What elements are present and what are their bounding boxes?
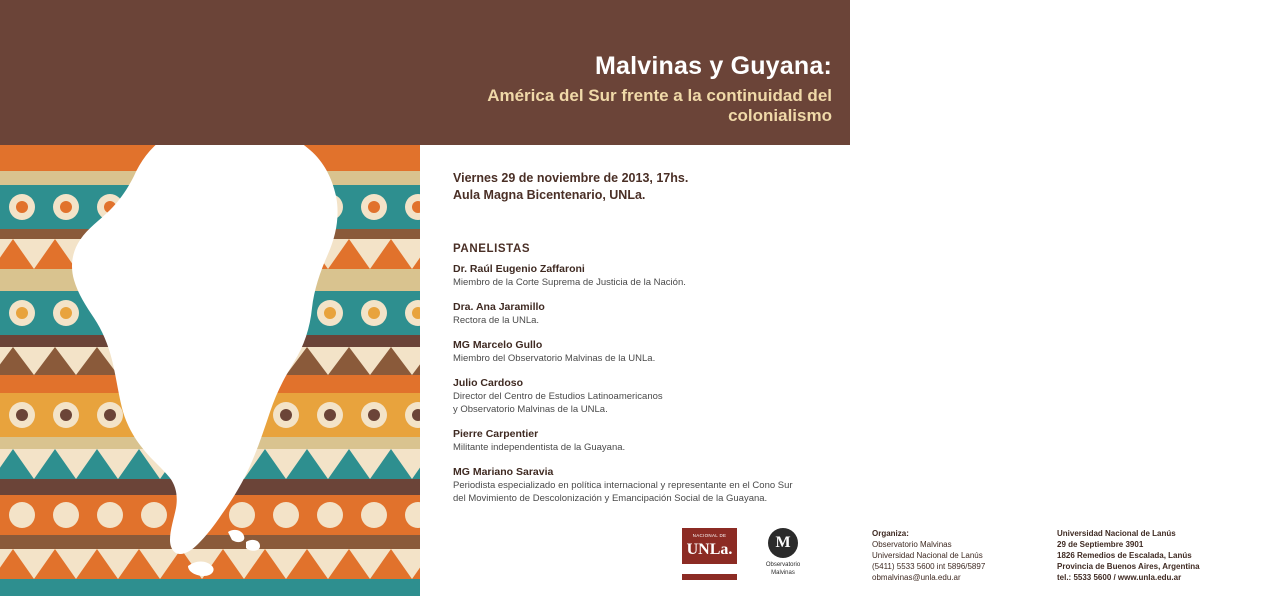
pattern-zigzag	[370, 549, 412, 579]
page-subtitle: América del Sur frente a la continuidad del colonialismo	[487, 86, 832, 125]
pattern-stripe	[0, 269, 420, 291]
panelists-list	[453, 262, 848, 516]
pattern-stripe	[0, 479, 420, 495]
footer-address-line4: Provincia de Buenos Aires, Argentina	[1057, 562, 1200, 571]
footer-organizer	[872, 528, 1042, 583]
footer-organizer-line2: Universidad Nacional de Lanús	[872, 551, 983, 560]
pattern-circle-inner	[236, 307, 248, 319]
pattern-zigzag	[244, 549, 286, 579]
header-inner	[420, 0, 850, 145]
pattern-stripe	[0, 375, 420, 393]
unla-logo-top-text: NACIONAL DE	[692, 533, 727, 538]
pattern-zigzag	[202, 549, 244, 579]
pattern-circle-inner	[324, 509, 336, 521]
pattern-circle-inner	[148, 201, 160, 213]
pattern-circle-inner	[104, 307, 116, 319]
pattern-circle-inner	[236, 509, 248, 521]
observatorio-label-line2: Malvinas	[771, 570, 795, 576]
pattern-stripe	[0, 171, 420, 185]
unla-logo-bar	[682, 564, 737, 574]
pattern-zigzag	[286, 347, 328, 375]
pattern-zigzag	[286, 449, 328, 479]
event-venue: Aula Magna Bicentenario, UNLa.	[453, 188, 646, 202]
panelist-name: Dra. Ana Jaramillo	[453, 301, 545, 313]
panelists-heading: PANELISTAS	[453, 243, 531, 255]
pattern-circle-inner	[104, 201, 116, 213]
pattern-circle-inner	[324, 201, 336, 213]
pattern-zigzag	[328, 239, 370, 269]
event-date: Viernes 29 de noviembre de 2013, 17hs.	[453, 171, 689, 185]
footer-address-line2: 29 de Septiembre 3901	[1057, 540, 1144, 549]
pattern-zigzag-band	[0, 549, 420, 579]
pattern-zigzag	[118, 239, 160, 269]
pattern-zigzag	[286, 549, 328, 579]
footer-address	[1057, 528, 1262, 583]
pattern-zigzag	[202, 347, 244, 375]
pattern-circle-inner	[16, 509, 28, 521]
pattern-zigzag	[0, 449, 34, 479]
pattern-circle-inner	[368, 307, 380, 319]
panelist-role: Director del Centro de Estudios Latinoamericanos y Observatorio Malvinas de la UNLa.	[453, 391, 663, 415]
footer-organizer-line1: Observatorio Malvinas	[872, 540, 952, 549]
pattern-circle-inner	[280, 509, 292, 521]
pattern-zigzag	[118, 549, 160, 579]
panelist-role: Rectora de la UNLa.	[453, 315, 540, 326]
panelist-role: Miembro del Observatorio Malvinas de la UNLa.	[453, 353, 656, 364]
panelist-item	[453, 376, 848, 416]
pattern-circle-inner	[60, 509, 72, 521]
pattern-zigzag	[244, 239, 286, 269]
pattern-circle-inner	[324, 409, 336, 421]
pattern-circle-inner	[192, 201, 204, 213]
pattern-circle-inner	[192, 409, 204, 421]
pattern-zigzag	[244, 449, 286, 479]
panelist-item	[453, 427, 848, 454]
pattern-circle-inner	[236, 409, 248, 421]
panelist-name: MG Mariano Saravia	[453, 466, 554, 478]
event-datetime	[453, 170, 843, 204]
pattern-zigzag	[370, 239, 412, 269]
panelist-name: Dr. Raúl Eugenio Zaffaroni	[453, 263, 585, 275]
pattern-zigzag-band	[0, 347, 420, 375]
pattern-zigzag	[34, 239, 76, 269]
pattern-circle-inner	[60, 307, 72, 319]
pattern-region	[0, 145, 420, 596]
pattern-zigzag	[34, 347, 76, 375]
pattern-circle-band	[0, 291, 420, 335]
observatorio-label-line1: Observatorio	[765, 562, 801, 568]
panelist-name: Pierre Carpentier	[453, 428, 539, 440]
pattern-circle-band	[0, 185, 420, 229]
pattern-circle-inner	[16, 307, 28, 319]
pattern-circle-inner	[60, 409, 72, 421]
pattern-zigzag	[34, 549, 76, 579]
pattern-stripe	[0, 335, 420, 347]
pattern-zigzag	[0, 549, 34, 579]
pattern-stripe	[0, 145, 420, 171]
panelist-item	[453, 262, 848, 289]
pattern-circle-inner	[280, 409, 292, 421]
pattern-zigzag	[160, 347, 202, 375]
pattern-zigzag	[34, 449, 76, 479]
pattern-zigzag	[202, 449, 244, 479]
pattern-circle-inner	[192, 307, 204, 319]
pattern-zigzag	[0, 239, 34, 269]
pattern-zigzag	[370, 449, 412, 479]
pattern-stripe	[0, 229, 420, 239]
pattern-zigzag	[76, 549, 118, 579]
panelist-name: Julio Cardoso	[453, 377, 524, 389]
footer-address-line1: Universidad Nacional de Lanús	[1057, 529, 1176, 538]
panelist-item	[453, 465, 848, 505]
pattern-zigzag	[160, 239, 202, 269]
pattern-zigzag	[286, 239, 328, 269]
pattern-zigzag	[328, 347, 370, 375]
pattern-zigzag	[118, 449, 160, 479]
pattern-zigzag-band	[0, 239, 420, 269]
pattern-circle-inner	[60, 201, 72, 213]
pattern-zigzag	[370, 347, 412, 375]
pattern-zigzag	[76, 239, 118, 269]
pattern-circle-inner	[280, 201, 292, 213]
content-column	[420, 0, 1200, 596]
pattern-circle-inner	[280, 307, 292, 319]
panelist-role: Miembro de la Corte Suprema de Justicia de la Nación.	[453, 277, 686, 288]
pattern-zigzag	[160, 449, 202, 479]
panelist-item	[453, 338, 848, 365]
footer-address-line5[interactable]: tel.: 5533 5600 / www.unla.edu.ar	[1057, 573, 1182, 582]
pattern-stripe	[0, 437, 420, 449]
pattern-circle-inner	[104, 509, 116, 521]
footer-organizer-line3: (5411) 5533 5600 int 5896/5897	[872, 562, 986, 571]
observatorio-logo-label	[752, 561, 814, 577]
pattern-zigzag	[76, 347, 118, 375]
panelist-role: Militante independentista de la Guayana.	[453, 442, 626, 453]
pattern-circle-inner	[148, 409, 160, 421]
observatorio-logo	[752, 528, 814, 584]
pattern-circle-inner	[148, 307, 160, 319]
pattern-zigzag	[244, 347, 286, 375]
pattern-circle-inner	[16, 409, 28, 421]
pattern-circle-inner	[236, 201, 248, 213]
pattern-circle-inner	[368, 509, 380, 521]
pattern-circle-inner	[16, 201, 28, 213]
pattern-zigzag	[160, 549, 202, 579]
pattern-zigzag	[328, 549, 370, 579]
observatorio-mark-icon: M	[768, 528, 798, 558]
panelist-name: MG Marcelo Gullo	[453, 339, 543, 351]
pattern-circle-inner	[148, 509, 160, 521]
pattern-stripe	[0, 535, 420, 549]
unla-logo-name: UNLa.	[686, 541, 733, 558]
page-title: Malvinas y Guyana:	[594, 52, 832, 80]
pattern-zigzag	[76, 449, 118, 479]
pattern-zigzag	[118, 347, 160, 375]
footer-organizer-heading: Organiza:	[872, 529, 909, 538]
pattern-circle-inner	[324, 307, 336, 319]
pattern-stripe	[0, 579, 420, 596]
footer-address-line3: 1826 Remedios de Escalada, Lanús	[1057, 551, 1192, 560]
unla-logo	[682, 528, 737, 580]
pattern-zigzag-band	[0, 449, 420, 479]
pattern-circle-band	[0, 495, 420, 535]
pattern-circle-inner	[192, 509, 204, 521]
pattern-circle-band	[0, 393, 420, 437]
pattern-zigzag	[0, 347, 34, 375]
pattern-zigzag	[328, 449, 370, 479]
panelist-item	[453, 300, 848, 327]
pattern-circle-inner	[104, 409, 116, 421]
panelist-role: Periodista especializado en política internacional y representante en el Cono Sur del Movimiento de Descolonización y Emancipación Social de la Guayana.	[453, 480, 793, 504]
pattern-zigzag	[202, 239, 244, 269]
pattern-circle-inner	[368, 201, 380, 213]
footer-organizer-email[interactable]: obmalvinas@unla.edu.ar	[872, 573, 961, 582]
pattern-circle-inner	[368, 409, 380, 421]
